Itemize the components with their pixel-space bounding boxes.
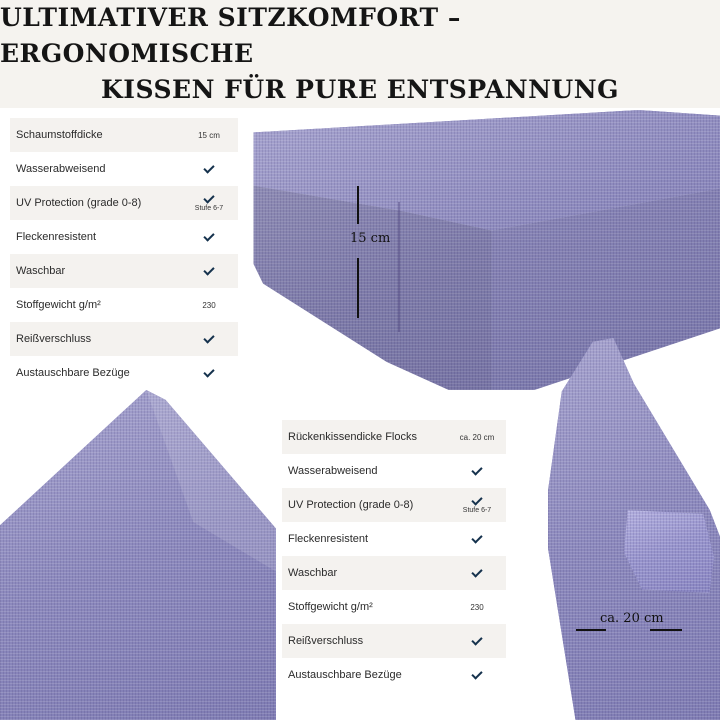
spec-label: Austauschbare Bezüge [16,367,130,379]
spec-row [282,454,506,488]
spec-label: Waschbar [16,265,66,277]
spec-value-text: ca. 20 cm [459,432,495,442]
spec-value [448,671,506,680]
checkmark-icon [203,366,214,377]
spec-value [448,433,506,442]
spec-label: Stoffgewicht g/m² [288,601,373,613]
spec-value-text: 230 [470,602,484,612]
checkmark-icon [203,230,214,241]
back-dimension-label: ca. 20 cm [600,611,664,626]
spec-value [448,497,506,514]
spec-value [448,467,506,476]
spec-label: Reißverschluss [16,333,92,345]
checkmark-icon [203,192,214,203]
spec-value [180,131,238,140]
spec-row [10,254,238,288]
spec-row [10,356,238,390]
spec-value [448,535,506,544]
spec-label: UV Protection (grade 0-8) [16,197,142,209]
spec-row [282,556,506,590]
headline-line-2: KISSEN FÜR PURE ENTSPANNUNG [101,75,619,104]
headline-line-1: ULTIMATIVER SITZKOMFORT – ERGONOMISCHE [0,3,461,68]
spec-value [180,335,238,344]
spec-label: Wasserabweisend [288,465,378,477]
spec-row [282,488,506,522]
checkmark-icon [203,264,214,275]
spec-label: Reißverschluss [288,635,364,647]
checkmark-icon [471,566,482,577]
seat-dimension-line-top [357,186,359,224]
spec-row [10,186,238,220]
checkmark-icon [471,494,482,505]
seat-seam [398,202,400,332]
spec-row [10,220,238,254]
checkmark-icon [471,464,482,475]
fabric-closeup-photo [0,390,276,720]
spec-subvalue: Stufe 6-7 [462,506,492,514]
checkmark-icon [471,634,482,645]
spec-label: Schaumstoffdicke [16,129,103,141]
spec-row [10,152,238,186]
spec-row [10,322,238,356]
spec-value [448,637,506,646]
spec-label: Fleckenresistent [288,533,369,545]
spec-label: Austauschbare Bezüge [288,669,402,681]
spec-row [282,590,506,624]
checkmark-icon [471,532,482,543]
back-cushion-end [624,503,714,593]
spec-label: Rückenkissendicke Flocks [288,431,417,443]
spec-value [180,369,238,378]
spec-value [180,267,238,276]
spec-value [180,165,238,174]
spec-subvalue: Stufe 6-7 [194,204,224,212]
spec-label: Stoffgewicht g/m² [16,299,101,311]
spec-label: UV Protection (grade 0-8) [288,499,414,511]
back-dimension-line-left [576,629,606,631]
seat-spec-table [10,118,238,390]
spec-value [180,233,238,242]
back-cushion-photo [548,338,720,720]
spec-label: Waschbar [288,567,338,579]
spec-row [282,658,506,692]
spec-label: Wasserabweisend [16,163,106,175]
back-dimension-line-right [650,629,682,631]
checkmark-icon [471,668,482,679]
spec-value [448,569,506,578]
seat-dimension-line-bottom [357,258,359,318]
header [0,0,720,108]
spec-row [282,624,506,658]
back-spec-table [282,420,506,692]
checkmark-icon [203,332,214,343]
spec-row [10,288,238,322]
spec-row [282,420,506,454]
spec-label: Fleckenresistent [16,231,97,243]
spec-value-text: 15 cm [198,130,220,140]
spec-row [282,522,506,556]
spec-value [180,195,238,212]
spec-value-text: 230 [202,300,216,310]
spec-row [10,118,238,152]
spec-value [448,603,506,612]
spec-value [180,301,238,310]
seat-dimension-label: 15 cm [350,231,391,246]
checkmark-icon [203,162,214,173]
